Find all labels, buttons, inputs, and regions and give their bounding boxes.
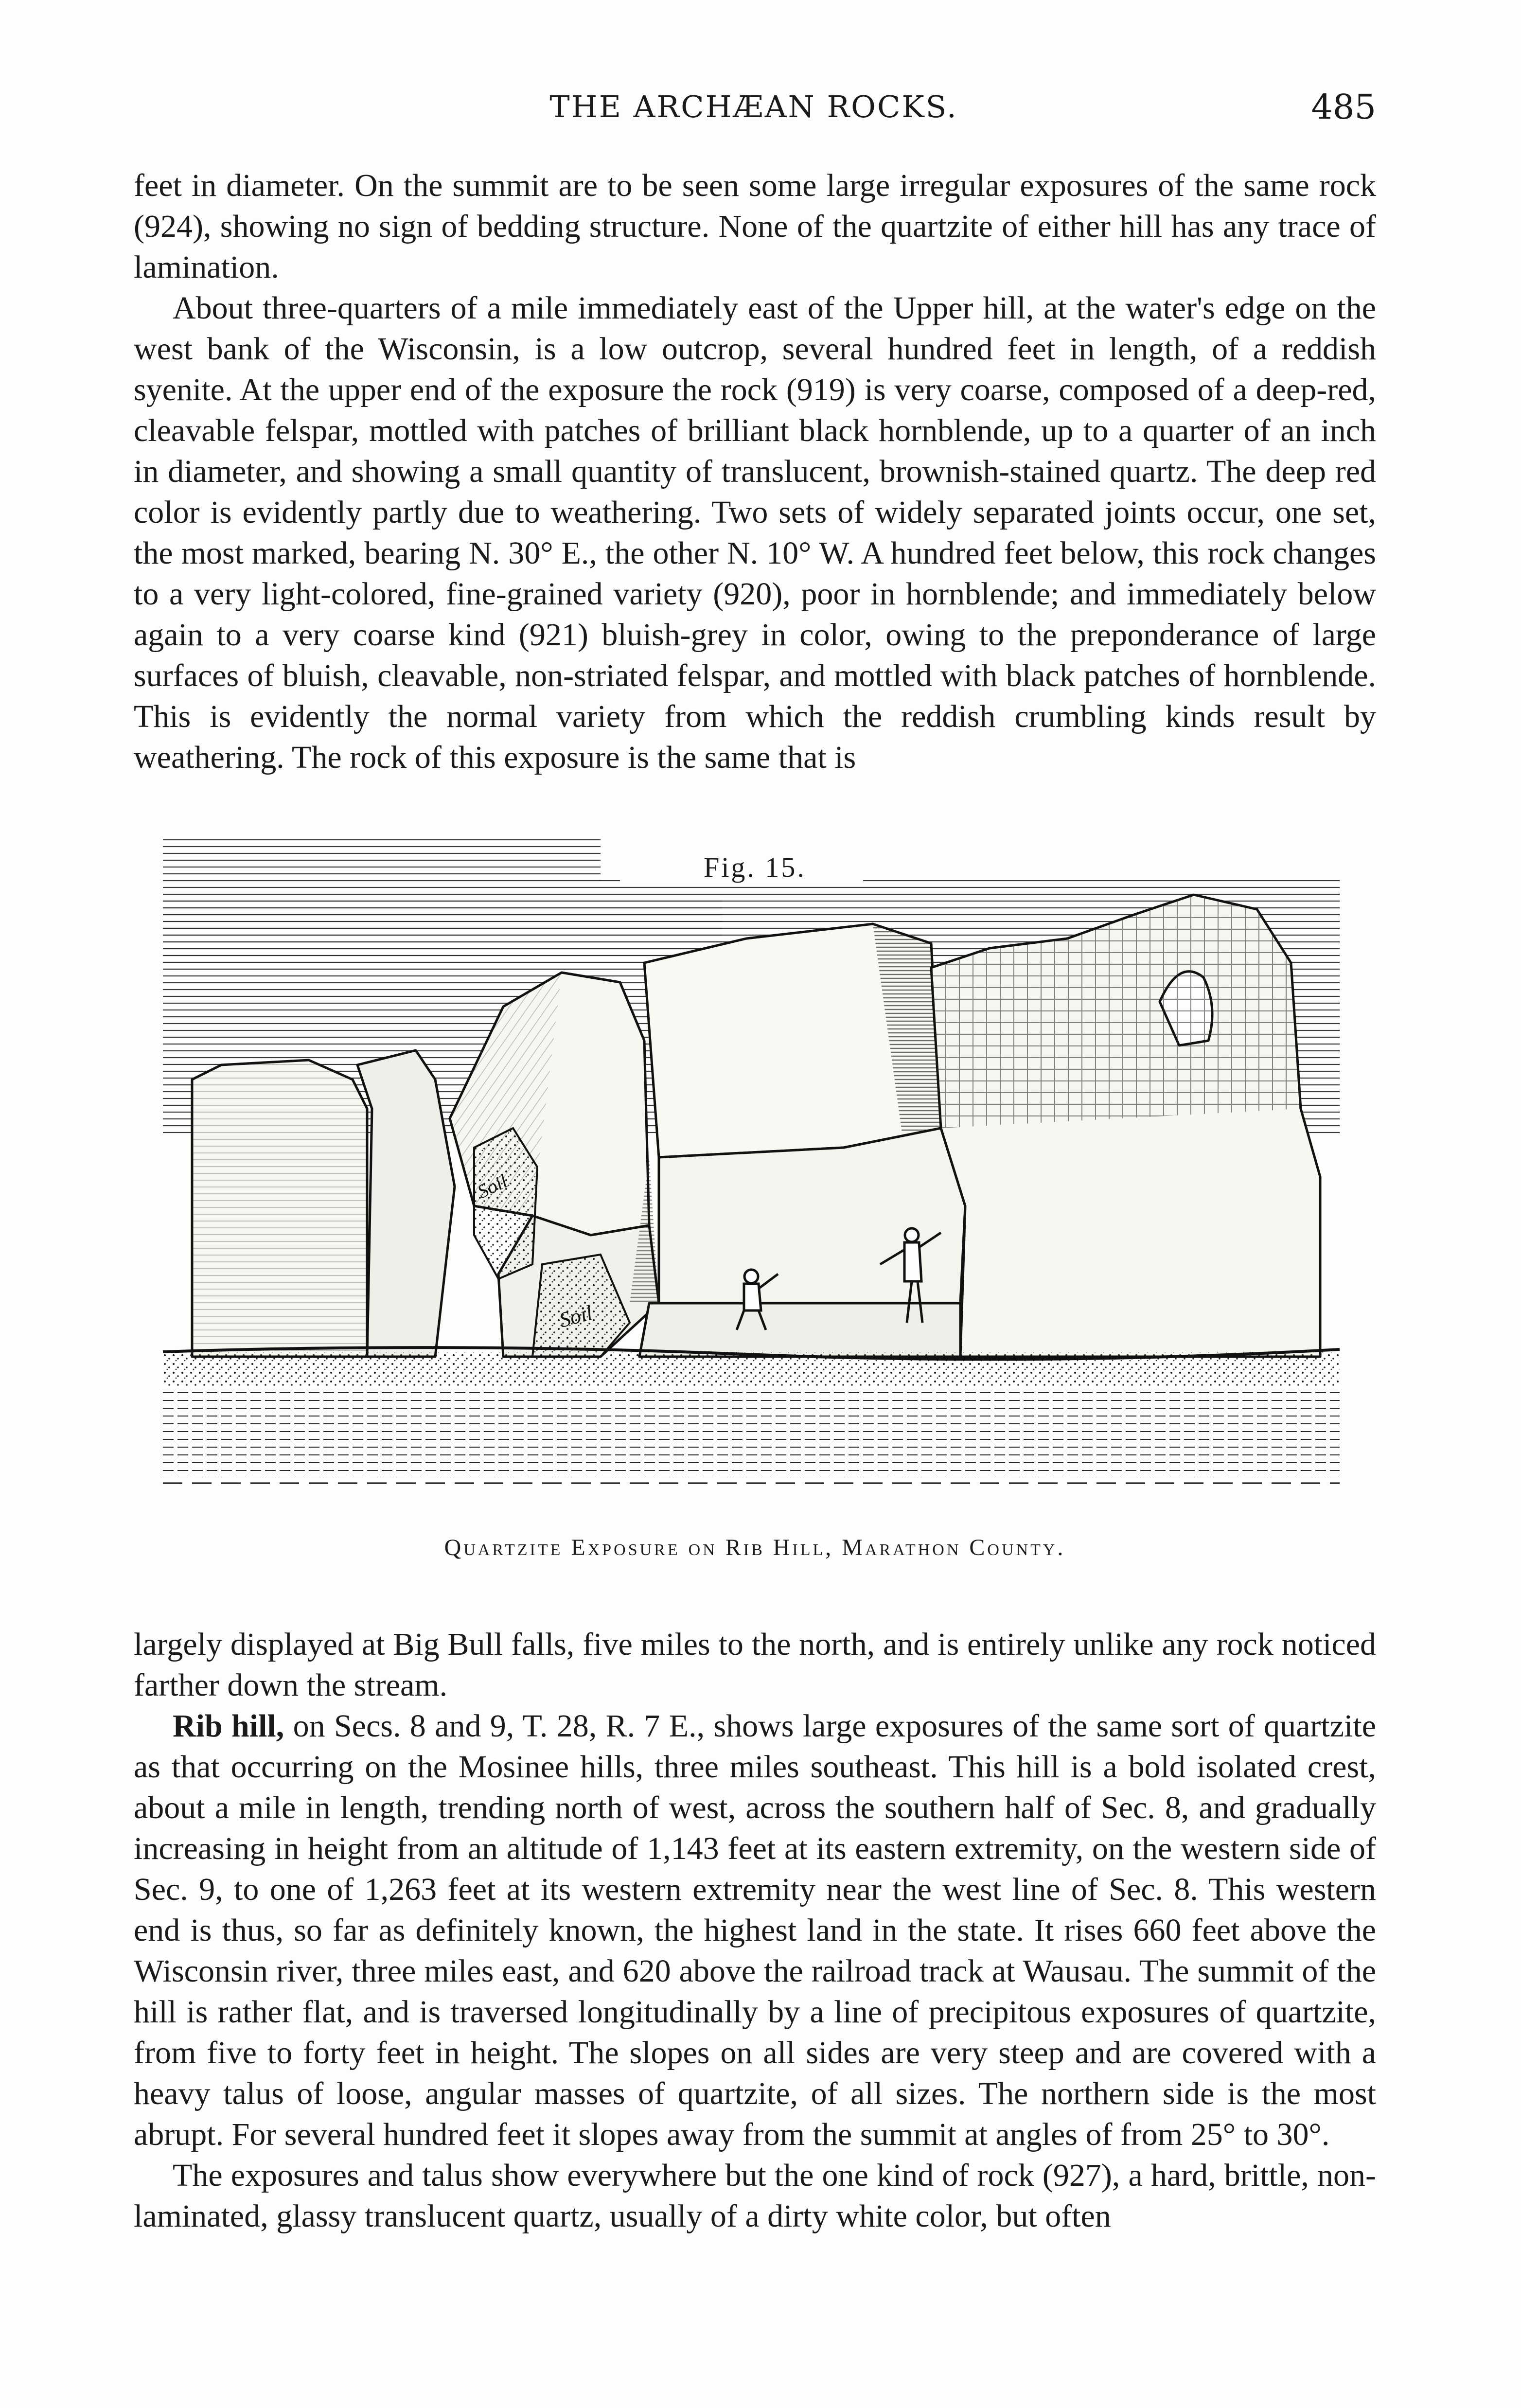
figure-caption: Quartzite Exposure on Rib Hill, Marathon County. [444,1535,1066,1560]
foreground [163,1347,1340,1483]
paragraph-rib-hill [134,1706,1376,2155]
running-title: THE ARCHÆAN ROCKS. [549,89,958,124]
paragraph-continuation: feet in diameter. On the summit are to be seen some large irregular exposures of the same rock (924), showing no sign of bedding structure. None of the quartzite of either hill has any trace of lamination. [134,168,1376,285]
soil-label-upper: Soil [474,1170,511,1203]
running-header [131,85,1376,129]
rib-hill-engraving [163,836,1340,1527]
figure-label: Fig. 15. [704,851,806,883]
paragraph-syenite: About three-quarters of a mile immediately east of the Upper hill, at the water's edge on the west bank of the Wisconsin, is a low outcrop, several hundred feet in length, of a reddish syenite. At the upper end of the exposure the rock (919) is very coarse, composed of a deep-red, cleavable felspar, mottled with patches of brilliant black hornblende, up to a quarter of an inch in diameter, and showing a small quantity of translucent, brownish-stained quartz. The deep red color is evidently partly due to weathering. Two sets of widely separated joints occur, one set, the most marked, bearing N. 30° E., the other N. 10° W. A hundred feet below, this rock changes to a very light-colored, fine-grained variety (920), poor in hornblende; and immediately below again to a very coarse kind (921) bluish-grey in color, owing to the preponderance of large surfaces of bluish, cleavable, non-striated felspar, and mottled with black patches of hornblende. This is evidently the normal variety from which the reddish crumbling kinds result by weathering. The rock of this exposure is the same that is [134,290,1376,775]
rib-hill-body: on Secs. 8 and 9, T. 28, R. 7 E., shows large exposures of the same sort of quartzite as that occurring on the Mosinee hills, three miles southeast. This hill is a bold isolated crest, about a mile in length, trending north of west, across the southern half of Sec. 8, and gradually increasing in height from an altitude of 1,143 feet at its eastern extremity, on the western side of Sec. 9, to one of 1,263 feet at its western extremity near the west line of Sec. 8. This western end is thus, so far as definitely known, the highest land in the state. It rises 660 feet above the Wisconsin river, three miles east, and 620 above the railroad track at Wausau. The summit of the hill is rather flat, and is traversed longitudinally by a line of precipitous exposures of quartzite, from five to forty feet in height. The slopes on all sides are very steep and are covered with a heavy talus of loose, angular masses of quartzite, of all sizes. The northern side is the most abrupt. For several hundred feet it slopes away from the summit at angles of from 25° to 30°. [134,1708,1376,2152]
page-number: 485 [1311,87,1376,127]
text-block-bottom [134,1624,1376,2237]
rib-hill-heading: Rib hill, [173,1708,284,1744]
paragraph-exposures: The exposures and talus show everywhere but the one kind of rock (927), a hard, brittle, non-laminated, glassy translucent quartz, usually of a dirty white color, but often [134,2158,1376,2234]
figure-15 [134,836,1376,1560]
text-block-top [134,165,1376,778]
paragraph-big-bull-falls: largely displayed at Big Bull falls, five miles to the north, and is entirely unlike any rock noticed farther down the stream. [134,1627,1376,1703]
soil-label-lower: Soil [556,1300,595,1332]
